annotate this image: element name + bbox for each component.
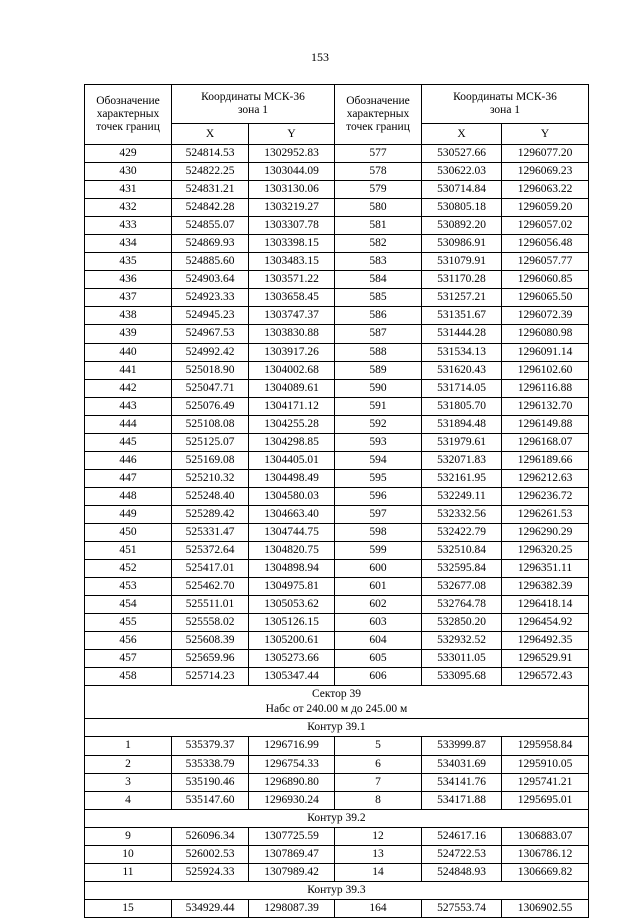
x-cell: 524903.64 bbox=[172, 271, 249, 289]
y-cell: 1296059.20 bbox=[502, 199, 589, 217]
x-cell: 525248.40 bbox=[172, 487, 249, 505]
table-row bbox=[85, 845, 589, 863]
x-cell: 525331.47 bbox=[172, 523, 249, 541]
y-cell: 1296057.02 bbox=[502, 217, 589, 235]
x-cell: 531257.21 bbox=[422, 289, 502, 307]
x-cell: 533011.05 bbox=[422, 650, 502, 668]
y-cell: 1303658.45 bbox=[249, 289, 335, 307]
point-id-cell: 441 bbox=[85, 361, 172, 379]
point-id-cell: 440 bbox=[85, 343, 172, 361]
point-id-cell: 434 bbox=[85, 235, 172, 253]
point-id-cell: 430 bbox=[85, 163, 172, 181]
point-id-cell: 449 bbox=[85, 505, 172, 523]
y-cell: 1304171.12 bbox=[249, 397, 335, 415]
point-id-cell: 581 bbox=[335, 217, 422, 235]
x-cell: 530622.03 bbox=[422, 163, 502, 181]
table-row bbox=[85, 361, 589, 379]
table-row bbox=[85, 632, 589, 650]
y-cell: 1305126.15 bbox=[249, 614, 335, 632]
table-row bbox=[85, 596, 589, 614]
page-number: 153 bbox=[311, 50, 329, 64]
x-cell: 535379.37 bbox=[172, 737, 249, 755]
point-id-cell: 5 bbox=[335, 737, 422, 755]
x-cell: 534141.76 bbox=[422, 773, 502, 791]
point-id-cell: 582 bbox=[335, 235, 422, 253]
x-cell: 530527.66 bbox=[422, 145, 502, 163]
table-row bbox=[85, 163, 589, 181]
y-cell: 1303747.37 bbox=[249, 307, 335, 325]
x-cell: 524822.25 bbox=[172, 163, 249, 181]
point-id-cell: 445 bbox=[85, 433, 172, 451]
x-cell: 525169.08 bbox=[172, 451, 249, 469]
x-cell: 527553.74 bbox=[422, 899, 502, 917]
x-cell: 526096.34 bbox=[172, 827, 249, 845]
y-cell: 1296890.80 bbox=[249, 773, 335, 791]
x-cell: 525108.08 bbox=[172, 415, 249, 433]
x-cell: 531534.13 bbox=[422, 343, 502, 361]
point-id-cell: 443 bbox=[85, 397, 172, 415]
y-cell: 1303044.09 bbox=[249, 163, 335, 181]
y-cell: 1304298.85 bbox=[249, 433, 335, 451]
point-id-cell: 444 bbox=[85, 415, 172, 433]
table-row bbox=[85, 379, 589, 397]
point-id-cell: 587 bbox=[335, 325, 422, 343]
point-id-cell: 579 bbox=[335, 181, 422, 199]
y-cell: 1303130.06 bbox=[249, 181, 335, 199]
point-id-cell: 598 bbox=[335, 523, 422, 541]
table-row bbox=[85, 650, 589, 668]
table-row bbox=[85, 560, 589, 578]
x-cell: 530892.20 bbox=[422, 217, 502, 235]
y-cell: 1307725.59 bbox=[249, 827, 335, 845]
x-cell: 532677.08 bbox=[422, 578, 502, 596]
y-cell: 1303830.88 bbox=[249, 325, 335, 343]
x-cell: 524617.16 bbox=[422, 827, 502, 845]
x-cell: 525511.01 bbox=[172, 596, 249, 614]
x-cell: 525714.23 bbox=[172, 668, 249, 686]
x-cell: 534171.88 bbox=[422, 791, 502, 809]
x-cell: 534929.44 bbox=[172, 899, 249, 917]
point-id-cell: 593 bbox=[335, 433, 422, 451]
table-row bbox=[85, 791, 589, 809]
point-id-cell: 586 bbox=[335, 307, 422, 325]
y-cell: 1304898.94 bbox=[249, 560, 335, 578]
point-id-cell: 451 bbox=[85, 542, 172, 560]
table-row bbox=[85, 737, 589, 755]
table-row bbox=[85, 145, 589, 163]
point-id-cell: 588 bbox=[335, 343, 422, 361]
x-cell: 525018.90 bbox=[172, 361, 249, 379]
header-x: X bbox=[172, 124, 249, 145]
x-cell: 525659.96 bbox=[172, 650, 249, 668]
sector-header-row bbox=[85, 686, 589, 719]
x-cell: 531620.43 bbox=[422, 361, 502, 379]
x-cell: 532161.95 bbox=[422, 469, 502, 487]
y-cell: 1303483.15 bbox=[249, 253, 335, 271]
point-id-cell: 600 bbox=[335, 560, 422, 578]
y-cell: 1306902.55 bbox=[502, 899, 589, 917]
x-cell: 531894.48 bbox=[422, 415, 502, 433]
table-row bbox=[85, 487, 589, 505]
table-row bbox=[85, 199, 589, 217]
y-cell: 1298087.39 bbox=[249, 899, 335, 917]
contour-title-row bbox=[85, 809, 589, 827]
x-cell: 530986.91 bbox=[422, 235, 502, 253]
point-id-cell: 592 bbox=[335, 415, 422, 433]
y-cell: 1296290.29 bbox=[502, 523, 589, 541]
table-row bbox=[85, 181, 589, 199]
x-cell: 524722.53 bbox=[422, 845, 502, 863]
point-id-cell: 458 bbox=[85, 668, 172, 686]
point-id-cell: 10 bbox=[85, 845, 172, 863]
x-cell: 525125.07 bbox=[172, 433, 249, 451]
point-id-cell: 4 bbox=[85, 791, 172, 809]
contour-title: Контур 39.1 bbox=[85, 719, 589, 737]
y-cell: 1296351.11 bbox=[502, 560, 589, 578]
point-id-cell: 7 bbox=[335, 773, 422, 791]
y-cell: 1296212.63 bbox=[502, 469, 589, 487]
x-cell: 534031.69 bbox=[422, 755, 502, 773]
x-cell: 525289.42 bbox=[172, 505, 249, 523]
y-cell: 1307869.47 bbox=[249, 845, 335, 863]
table-row bbox=[85, 433, 589, 451]
y-cell: 1296132.70 bbox=[502, 397, 589, 415]
point-id-cell: 455 bbox=[85, 614, 172, 632]
x-cell: 524992.42 bbox=[172, 343, 249, 361]
x-cell: 532332.56 bbox=[422, 505, 502, 523]
point-id-cell: 589 bbox=[335, 361, 422, 379]
point-id-cell: 6 bbox=[335, 755, 422, 773]
point-id-cell: 456 bbox=[85, 632, 172, 650]
header-coordinates-title: Координаты МСК-36 bbox=[453, 91, 557, 103]
contour-title: Контур 39.2 bbox=[85, 809, 589, 827]
y-cell: 1296418.14 bbox=[502, 596, 589, 614]
y-cell: 1296091.14 bbox=[502, 343, 589, 361]
y-cell: 1296065.50 bbox=[502, 289, 589, 307]
table-row bbox=[85, 307, 589, 325]
y-cell: 1304405.01 bbox=[249, 451, 335, 469]
table-row bbox=[85, 325, 589, 343]
point-id-cell: 9 bbox=[85, 827, 172, 845]
y-cell: 1305273.66 bbox=[249, 650, 335, 668]
point-id-cell: 591 bbox=[335, 397, 422, 415]
y-cell: 1303398.15 bbox=[249, 235, 335, 253]
table-row bbox=[85, 235, 589, 253]
y-cell: 1295695.01 bbox=[502, 791, 589, 809]
table-row bbox=[85, 827, 589, 845]
table-row bbox=[85, 899, 589, 917]
point-id-cell: 601 bbox=[335, 578, 422, 596]
point-id-cell: 595 bbox=[335, 469, 422, 487]
point-id-cell: 164 bbox=[335, 899, 422, 917]
x-cell: 525462.70 bbox=[172, 578, 249, 596]
point-id-cell: 12 bbox=[335, 827, 422, 845]
point-id-cell: 14 bbox=[335, 863, 422, 881]
header-y: Y bbox=[502, 124, 589, 145]
point-id-cell: 446 bbox=[85, 451, 172, 469]
header-coordinates-title: Координаты МСК-36 bbox=[201, 91, 305, 103]
x-cell: 524885.60 bbox=[172, 253, 249, 271]
y-cell: 1296492.35 bbox=[502, 632, 589, 650]
y-cell: 1304663.40 bbox=[249, 505, 335, 523]
x-cell: 532510.84 bbox=[422, 542, 502, 560]
y-cell: 1296529.91 bbox=[502, 650, 589, 668]
y-cell: 1296116.88 bbox=[502, 379, 589, 397]
x-cell: 532850.20 bbox=[422, 614, 502, 632]
point-id-cell: 580 bbox=[335, 199, 422, 217]
y-cell: 1295741.21 bbox=[502, 773, 589, 791]
table-row bbox=[85, 542, 589, 560]
point-id-cell: 439 bbox=[85, 325, 172, 343]
point-id-cell: 435 bbox=[85, 253, 172, 271]
x-cell: 531714.05 bbox=[422, 379, 502, 397]
y-cell: 1304580.03 bbox=[249, 487, 335, 505]
y-cell: 1304255.28 bbox=[249, 415, 335, 433]
table-row bbox=[85, 614, 589, 632]
x-cell: 524967.53 bbox=[172, 325, 249, 343]
y-cell: 1305347.44 bbox=[249, 668, 335, 686]
sector-subtitle: Набс от 240.00 м до 245.00 м bbox=[265, 703, 408, 716]
table-row bbox=[85, 668, 589, 686]
table-row bbox=[85, 253, 589, 271]
table-row bbox=[85, 773, 589, 791]
y-cell: 1304002.68 bbox=[249, 361, 335, 379]
y-cell: 1296189.66 bbox=[502, 451, 589, 469]
point-id-cell: 1 bbox=[85, 737, 172, 755]
y-cell: 1296716.99 bbox=[249, 737, 335, 755]
header-x: X bbox=[422, 124, 502, 145]
table-row bbox=[85, 523, 589, 541]
y-cell: 1296754.33 bbox=[249, 755, 335, 773]
x-cell: 525558.02 bbox=[172, 614, 249, 632]
point-id-cell: 3 bbox=[85, 773, 172, 791]
y-cell: 1303571.22 bbox=[249, 271, 335, 289]
table-row bbox=[85, 755, 589, 773]
header-coordinates-group bbox=[422, 85, 589, 124]
table-body bbox=[85, 145, 589, 918]
y-cell: 1296102.60 bbox=[502, 361, 589, 379]
y-cell: 1296382.39 bbox=[502, 578, 589, 596]
point-id-cell: 606 bbox=[335, 668, 422, 686]
point-id-cell: 585 bbox=[335, 289, 422, 307]
point-id-cell: 453 bbox=[85, 578, 172, 596]
x-cell: 524945.23 bbox=[172, 307, 249, 325]
y-cell: 1303917.26 bbox=[249, 343, 335, 361]
x-cell: 535190.46 bbox=[172, 773, 249, 791]
y-cell: 1296168.07 bbox=[502, 433, 589, 451]
y-cell: 1296069.23 bbox=[502, 163, 589, 181]
y-cell: 1304820.75 bbox=[249, 542, 335, 560]
y-cell: 1296236.72 bbox=[502, 487, 589, 505]
y-cell: 1296261.53 bbox=[502, 505, 589, 523]
x-cell: 524831.21 bbox=[172, 181, 249, 199]
x-cell: 524855.07 bbox=[172, 217, 249, 235]
y-cell: 1296149.88 bbox=[502, 415, 589, 433]
point-id-cell: 452 bbox=[85, 560, 172, 578]
y-cell: 1296057.77 bbox=[502, 253, 589, 271]
contour-title-row bbox=[85, 719, 589, 737]
table-row bbox=[85, 415, 589, 433]
x-cell: 531351.67 bbox=[422, 307, 502, 325]
table-row bbox=[85, 578, 589, 596]
point-id-cell: 433 bbox=[85, 217, 172, 235]
y-cell: 1305053.62 bbox=[249, 596, 335, 614]
x-cell: 531805.70 bbox=[422, 397, 502, 415]
point-id-cell: 15 bbox=[85, 899, 172, 917]
x-cell: 531444.28 bbox=[422, 325, 502, 343]
x-cell: 532071.83 bbox=[422, 451, 502, 469]
y-cell: 1306786.12 bbox=[502, 845, 589, 863]
x-cell: 531079.91 bbox=[422, 253, 502, 271]
x-cell: 525076.49 bbox=[172, 397, 249, 415]
point-id-cell: 447 bbox=[85, 469, 172, 487]
x-cell: 535338.79 bbox=[172, 755, 249, 773]
x-cell: 524848.93 bbox=[422, 863, 502, 881]
point-id-cell: 578 bbox=[335, 163, 422, 181]
y-cell: 1296320.25 bbox=[502, 542, 589, 560]
point-id-cell: 2 bbox=[85, 755, 172, 773]
x-cell: 526002.53 bbox=[172, 845, 249, 863]
table-row bbox=[85, 505, 589, 523]
y-cell: 1296077.20 bbox=[502, 145, 589, 163]
x-cell: 525372.64 bbox=[172, 542, 249, 560]
y-cell: 1304089.61 bbox=[249, 379, 335, 397]
x-cell: 525608.39 bbox=[172, 632, 249, 650]
y-cell: 1303307.78 bbox=[249, 217, 335, 235]
y-cell: 1304975.81 bbox=[249, 578, 335, 596]
point-id-cell: 442 bbox=[85, 379, 172, 397]
y-cell: 1306669.82 bbox=[502, 863, 589, 881]
point-id-cell: 432 bbox=[85, 199, 172, 217]
point-id-cell: 590 bbox=[335, 379, 422, 397]
table-row bbox=[85, 343, 589, 361]
x-cell: 525924.33 bbox=[172, 863, 249, 881]
y-cell: 1296080.98 bbox=[502, 325, 589, 343]
x-cell: 532932.52 bbox=[422, 632, 502, 650]
y-cell: 1296056.48 bbox=[502, 235, 589, 253]
x-cell: 530805.18 bbox=[422, 199, 502, 217]
point-id-cell: 438 bbox=[85, 307, 172, 325]
point-id-cell: 583 bbox=[335, 253, 422, 271]
table-row bbox=[85, 451, 589, 469]
x-cell: 533999.87 bbox=[422, 737, 502, 755]
point-id-cell: 604 bbox=[335, 632, 422, 650]
point-id-cell: 8 bbox=[335, 791, 422, 809]
table-row bbox=[85, 289, 589, 307]
x-cell: 533095.68 bbox=[422, 668, 502, 686]
header-coordinates-group bbox=[172, 85, 335, 124]
x-cell: 525210.32 bbox=[172, 469, 249, 487]
x-cell: 524869.93 bbox=[172, 235, 249, 253]
sector-title: Сектор 39 bbox=[311, 688, 362, 701]
point-id-cell: 436 bbox=[85, 271, 172, 289]
point-id-cell: 596 bbox=[335, 487, 422, 505]
y-cell: 1296072.39 bbox=[502, 307, 589, 325]
x-cell: 532595.84 bbox=[422, 560, 502, 578]
point-id-cell: 584 bbox=[335, 271, 422, 289]
y-cell: 1295910.05 bbox=[502, 755, 589, 773]
y-cell: 1296454.92 bbox=[502, 614, 589, 632]
table-row bbox=[85, 469, 589, 487]
y-cell: 1304498.49 bbox=[249, 469, 335, 487]
point-id-cell: 599 bbox=[335, 542, 422, 560]
x-cell: 525417.01 bbox=[172, 560, 249, 578]
point-id-cell: 603 bbox=[335, 614, 422, 632]
y-cell: 1296572.43 bbox=[502, 668, 589, 686]
point-id-cell: 450 bbox=[85, 523, 172, 541]
y-cell: 1303219.27 bbox=[249, 199, 335, 217]
y-cell: 1295958.84 bbox=[502, 737, 589, 755]
point-id-cell: 429 bbox=[85, 145, 172, 163]
y-cell: 1305200.61 bbox=[249, 632, 335, 650]
y-cell: 1304744.75 bbox=[249, 523, 335, 541]
y-cell: 1296063.22 bbox=[502, 181, 589, 199]
point-id-cell: 437 bbox=[85, 289, 172, 307]
header-point-designation: Обозначение характерных точек границ bbox=[335, 85, 422, 145]
contour-title: Контур 39.3 bbox=[85, 881, 589, 899]
header-zone: зона 1 bbox=[489, 104, 521, 116]
point-id-cell: 448 bbox=[85, 487, 172, 505]
point-id-cell: 594 bbox=[335, 451, 422, 469]
y-cell: 1296930.24 bbox=[249, 791, 335, 809]
point-id-cell: 597 bbox=[335, 505, 422, 523]
header-point-designation: Обозначение характерных точек границ bbox=[85, 85, 172, 145]
x-cell: 530714.84 bbox=[422, 181, 502, 199]
x-cell: 524842.28 bbox=[172, 199, 249, 217]
point-id-cell: 11 bbox=[85, 863, 172, 881]
point-id-cell: 13 bbox=[335, 845, 422, 863]
x-cell: 524814.53 bbox=[172, 145, 249, 163]
point-id-cell: 605 bbox=[335, 650, 422, 668]
point-id-cell: 431 bbox=[85, 181, 172, 199]
x-cell: 531170.28 bbox=[422, 271, 502, 289]
x-cell: 525047.71 bbox=[172, 379, 249, 397]
point-id-cell: 602 bbox=[335, 596, 422, 614]
header-zone: зона 1 bbox=[237, 104, 269, 116]
x-cell: 524923.33 bbox=[172, 289, 249, 307]
point-id-cell: 457 bbox=[85, 650, 172, 668]
x-cell: 532764.78 bbox=[422, 596, 502, 614]
x-cell: 532249.11 bbox=[422, 487, 502, 505]
sector-header bbox=[85, 686, 589, 719]
table-row bbox=[85, 397, 589, 415]
point-id-cell: 454 bbox=[85, 596, 172, 614]
y-cell: 1307989.42 bbox=[249, 863, 335, 881]
table-row bbox=[85, 863, 589, 881]
header-y: Y bbox=[249, 124, 335, 145]
point-id-cell: 577 bbox=[335, 145, 422, 163]
x-cell: 532422.79 bbox=[422, 523, 502, 541]
x-cell: 531979.61 bbox=[422, 433, 502, 451]
table-row bbox=[85, 217, 589, 235]
y-cell: 1296060.85 bbox=[502, 271, 589, 289]
x-cell: 535147.60 bbox=[172, 791, 249, 809]
table-row bbox=[85, 271, 589, 289]
coordinates-table bbox=[84, 84, 589, 918]
y-cell: 1306883.07 bbox=[502, 827, 589, 845]
contour-title-row bbox=[85, 881, 589, 899]
y-cell: 1302952.83 bbox=[249, 145, 335, 163]
